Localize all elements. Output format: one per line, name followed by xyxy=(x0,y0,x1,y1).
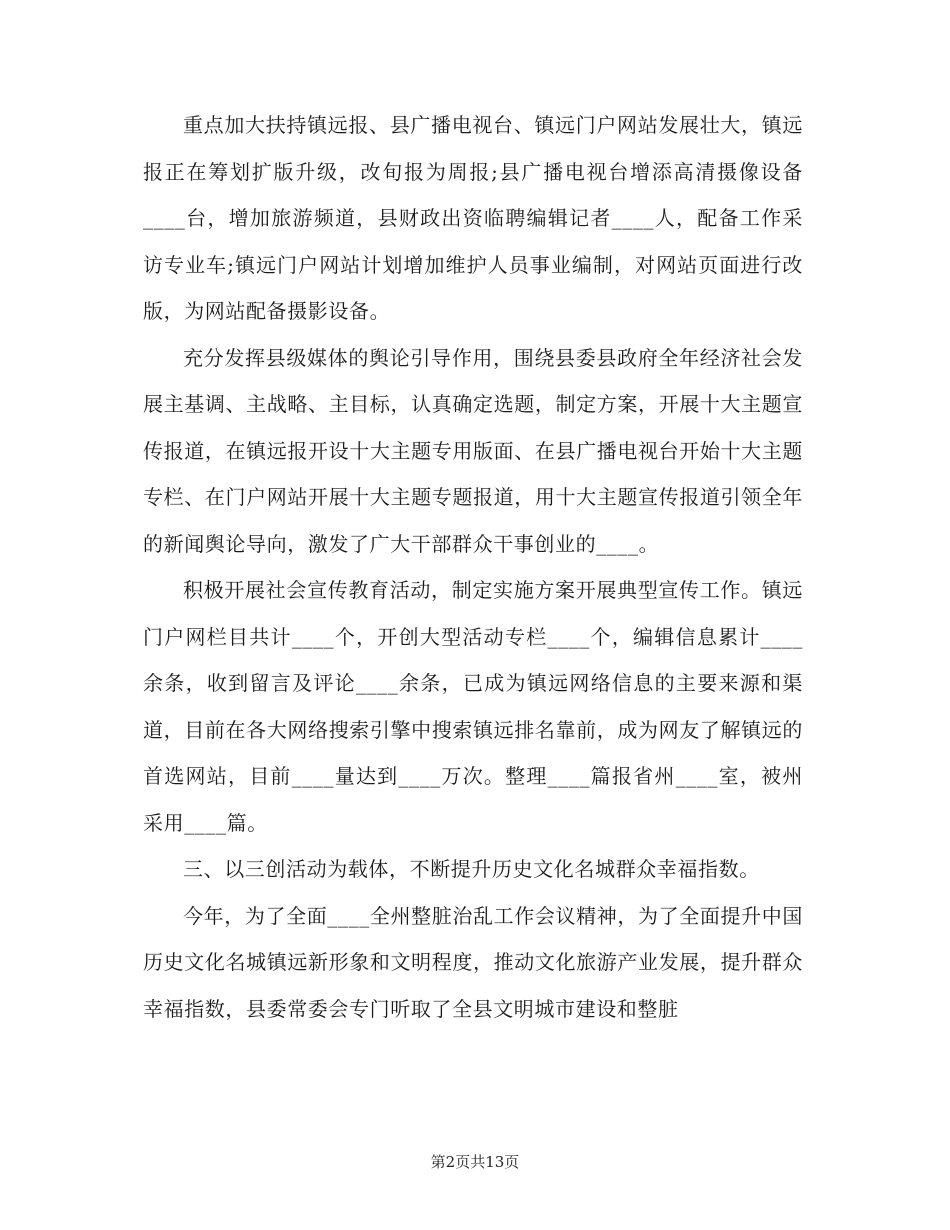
section-heading-three: 三、以三创活动为载体，不断提升历史文化名城群众幸福指数。 xyxy=(183,857,760,881)
paragraph-this-year: 今年，为了全面____全州整脏治乱工作会议精神，为了全面提升中国历史文化名城镇远新形象和文明程度，推动文化旅游产业发展，提升群众幸福指数，县委常委会专门听取了全县文明城市建设和整脏 xyxy=(143,903,803,1021)
paragraph-public-opinion: 充分发挥县级媒体的舆论引导作用，围绕县委县政府全年经济社会发展主基调、主战略、主目标，认真确定选题，制定方案，开展十大主题宣传报道，在镇远报开设十大主题专用版面、在县广播电视台开始十大主题专栏、在门户网站开展十大主题专题报道，用十大主题宣传报道引领全年的新闻舆论导向，激发了广大干部群众干事创业的____。 xyxy=(143,345,803,556)
paragraph-social-education: 积极开展社会宣传教育活动，制定实施方案开展典型宣传工作。镇远门户网栏目共计____个，开创大型活动专栏____个，编辑信息累计____余条，收到留言及评论____余条，已成为镇远网络信息的主要来源和渠道，目前在各大网络搜索引擎中搜索镇远排名靠前，成为网友了解镇远的首选网站，目前____量达到____万次。整理____篇报省州____室，被州采用____篇。 xyxy=(143,578,803,835)
document-body xyxy=(143,102,803,1032)
paragraph-media-support: 重点加大扶持镇远报、县广播电视台、镇远门户网站发展壮大，镇远报正在筹划扩版升级，改旬报为周报;县广播电视台增添高清摄像设备____台，增加旅游频道，县财政出资临聘编辑记者____人，配备工作采访专业车;镇远门户网站计划增加维护人员事业编制，对网站页面进行改版，为网站配备摄影设备。 xyxy=(143,113,803,323)
page-number: 第2页共13页 xyxy=(430,1153,520,1171)
